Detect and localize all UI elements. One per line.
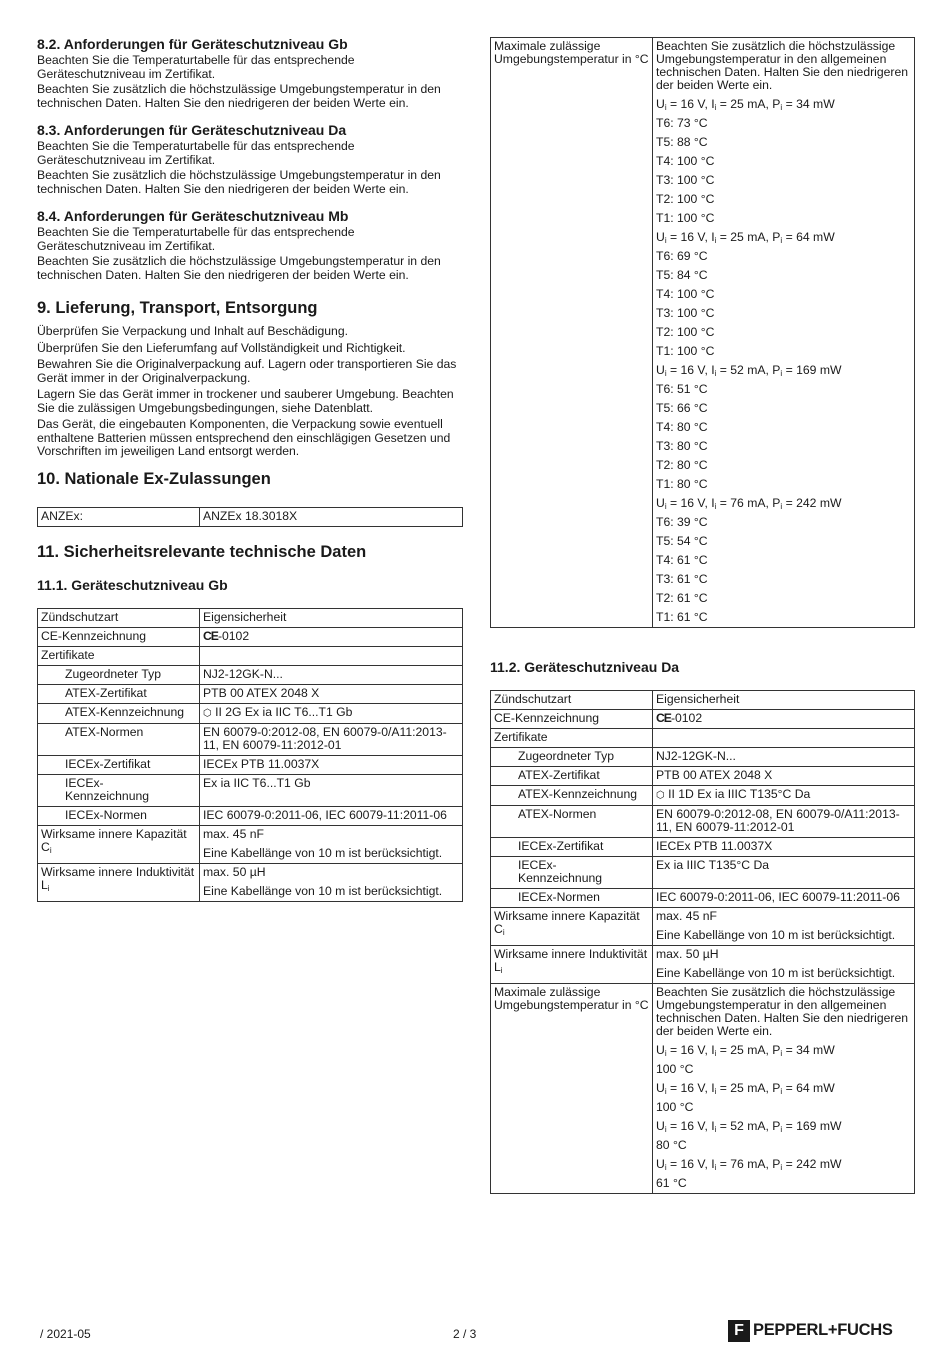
table-key: CE-Kennzeichnung [491, 710, 653, 729]
current-value: 25 mA [730, 1081, 766, 1095]
table-key: ATEX-Normen [491, 806, 653, 838]
table-row [38, 756, 463, 775]
subscript: i [49, 846, 52, 855]
inductance-label: Wirksame innere Induktivität L [494, 947, 648, 974]
ex-symbol-icon: ⬡ [203, 708, 212, 719]
current-value: 25 mA [730, 230, 766, 244]
subscript: i [664, 103, 667, 112]
section-10 [37, 469, 463, 527]
subscript: i [664, 502, 667, 511]
table-value [653, 786, 915, 806]
table-value: PTB 00 ATEX 2048 X [200, 685, 463, 704]
section-11-1 [37, 577, 463, 902]
temperature-class-value: T5: 84 °C [656, 268, 708, 282]
section-9-paragraph: Überprüfen Sie Verpackung und Inhalt auf Beschädigung. [37, 324, 349, 338]
section-8-2-text-1: Beachten Sie die Temperaturtabelle für das entsprechende Geräteschutzniveau im Zertifikat. [37, 53, 355, 81]
table-row [38, 647, 463, 666]
power-value: 169 mW [796, 1119, 842, 1133]
temperature-class-value: T4: 100 °C [656, 287, 715, 301]
temperature-class-value: T2: 100 °C [656, 325, 715, 339]
table-row [38, 724, 463, 756]
table-row [38, 704, 463, 724]
power-value: 64 mW [796, 230, 835, 244]
subscript: i [664, 1163, 667, 1172]
section-8-2-title: 8.2. Anforderungen für Geräteschutzniveau Gb [37, 36, 348, 52]
table-value [653, 946, 915, 984]
table-row [491, 729, 915, 748]
subscript: i [780, 1087, 783, 1096]
section-8-3 [37, 122, 463, 196]
table-row [491, 38, 915, 628]
temperature-class-value: T5: 54 °C [656, 534, 708, 548]
section-8-2-text-2: Beachten Sie zusätzlich die höchstzulässige Umgebungstemperatur in den technischen Daten. Halten Sie den niedrigeren der beiden Werte ein. [37, 82, 441, 110]
logo-icon: F [728, 1320, 750, 1342]
subscript: i [714, 1125, 717, 1134]
temperature-class-value: T6: 51 °C [656, 382, 708, 396]
temperature-class-value: T6: 73 °C [656, 116, 708, 130]
table-key [491, 908, 653, 946]
table-row [38, 826, 463, 864]
table-key: IECEx-Kennzeichnung [491, 857, 653, 889]
table-key [38, 864, 200, 902]
section-8-4-text-2: Beachten Sie zusätzlich die höchstzulässige Umgebungstemperatur in den technischen Daten. Halten Sie den niedrigeren der beiden Werte ein. [37, 254, 441, 282]
inductance-label: Wirksame innere Induktivität L [41, 865, 195, 892]
temperature-class-value: T3: 100 °C [656, 173, 715, 187]
table-value: NJ2-12GK-N... [653, 748, 915, 767]
current-value: 76 mA [730, 496, 766, 510]
approvals-table [37, 507, 463, 527]
temperature-class-value: T1: 100 °C [656, 344, 715, 358]
temperature-class-value: T1: 61 °C [656, 610, 708, 624]
inductance-value: max. 50 µH [656, 947, 719, 961]
table-row [491, 838, 915, 857]
page-number: 2 / 3 [453, 1327, 477, 1341]
temperature-value: 100 °C [656, 1100, 694, 1114]
section-8-4 [37, 208, 463, 282]
subscript: i [714, 236, 717, 245]
table-value [200, 826, 463, 864]
subscript: i [714, 103, 717, 112]
table-key: IECEx-Zertifikat [491, 838, 653, 857]
cable-note: Eine Kabellänge von 10 m ist berücksichtigt. [203, 884, 443, 898]
table-row [38, 685, 463, 704]
capacitance-value: max. 45 nF [656, 909, 717, 923]
table-key: ATEX-Kennzeichnung [38, 704, 200, 724]
power-value: 64 mW [796, 1081, 835, 1095]
parameter-line: $U_i = 16$ V, $I_i = 76$ mA, $P_i = 242$ mW [656, 496, 842, 511]
subscript: i [714, 1087, 717, 1096]
section-9 [37, 298, 463, 459]
table-key: CE-Kennzeichnung [38, 628, 200, 647]
temperature-class-value: T2: 80 °C [656, 458, 708, 472]
power-value: 34 mW [796, 1043, 835, 1057]
temperature-value: 100 °C [656, 1062, 694, 1076]
subscript: i [780, 1125, 783, 1134]
ce-number: -0102 [217, 629, 250, 643]
parameter-line: $U_i = 16$ V, $I_i = 25$ mA, $P_i = 34$ mW [656, 97, 835, 112]
section-9-paragraph: Bewahren Sie die Originalverpackung auf. Lagern oder transportieren Sie das Gerät immer in der Originalverpackung. [37, 357, 457, 385]
section-8-4-title: 8.4. Anforderungen für Geräteschutzniveau Mb [37, 208, 349, 224]
table-key: ATEX-Kennzeichnung [491, 786, 653, 806]
table-value: Eigensicherheit [653, 691, 915, 710]
section-11-2-title: 11.2. Geräteschutzniveau Da [490, 659, 680, 675]
temperature-class-value: T5: 88 °C [656, 135, 708, 149]
table-row [491, 710, 915, 729]
table-row [491, 889, 915, 908]
temperature-class-value: T4: 80 °C [656, 420, 708, 434]
gb-data-table [37, 608, 463, 902]
table-value: IEC 60079-0:2011-06, IEC 60079-11:2011-06 [200, 807, 463, 826]
table-key: Zugeordneter Typ [491, 748, 653, 767]
temperature-note: Beachten Sie zusätzlich die höchstzulässige Umgebungstemperatur in den allgemeinen technischen Daten. Halten Sie den niedrigeren der beiden Werte ein. [656, 39, 909, 92]
temperature-class-value: T1: 80 °C [656, 477, 708, 491]
cable-note: Eine Kabellänge von 10 m ist berücksichtigt. [203, 846, 443, 860]
table-row [491, 857, 915, 889]
table-row [491, 691, 915, 710]
parameter-line: $U_i = 16$ V, $I_i = 76$ mA, $P_i = 242$ mW [656, 1157, 842, 1172]
inductance-value: max. 50 µH [203, 865, 266, 879]
ex-symbol-icon: ⬡ [656, 790, 665, 801]
table-value: IECEx PTB 11.0037X [200, 756, 463, 775]
table-value [200, 647, 463, 666]
voltage-value: 16 V [680, 97, 705, 111]
parameter-line: $U_i = 16$ V, $I_i = 25$ mA, $P_i = 64$ mW [656, 230, 835, 245]
table-key: ATEX-Normen [38, 724, 200, 756]
table-key: Maximale zulässige Umgebungstemperatur in °C [491, 38, 653, 628]
table-row [38, 628, 463, 647]
temperature-class-value: T3: 100 °C [656, 306, 715, 320]
temperature-value: 61 °C [656, 1176, 687, 1190]
subscript: i [714, 1163, 717, 1172]
table-row [491, 767, 915, 786]
table-key: IECEx-Zertifikat [38, 756, 200, 775]
subscript: i [664, 1125, 667, 1134]
table-row [491, 908, 915, 946]
gb-temperature-table [490, 37, 915, 628]
table-key: ATEX-Zertifikat [491, 767, 653, 786]
subscript: i [780, 369, 783, 378]
table-row [38, 609, 463, 628]
table-key: Zugeordneter Typ [38, 666, 200, 685]
table-value: ANZEx 18.3018X [200, 508, 463, 527]
table-key: IECEx-Normen [38, 807, 200, 826]
section-8-4-text-1: Beachten Sie die Temperaturtabelle für das entsprechende Geräteschutzniveau im Zertifikat. [37, 225, 355, 253]
subscript: i [664, 1087, 667, 1096]
subscript: i [47, 884, 50, 893]
section-8-3-text-1: Beachten Sie die Temperaturtabelle für das entsprechende Geräteschutzniveau im Zertifikat. [37, 139, 355, 167]
temperature-class-value: T1: 100 °C [656, 211, 715, 225]
voltage-value: 16 V [680, 1043, 705, 1057]
table-value: IEC 60079-0:2011-06, IEC 60079-11:2011-06 [653, 889, 915, 908]
table-row [491, 984, 915, 1194]
subscript: i [664, 236, 667, 245]
da-data-table [490, 690, 915, 1194]
voltage-value: 16 V [680, 1081, 705, 1095]
table-value [653, 38, 915, 628]
footer-date: / 2021-05 [40, 1327, 91, 1341]
table-value: EN 60079-0:2012-08, EN 60079-0/A11:2013-11, EN 60079-11:2012-01 [200, 724, 463, 756]
temperature-class-value: T2: 61 °C [656, 591, 708, 605]
subscript: i [500, 966, 503, 975]
section-8-2 [37, 36, 463, 110]
power-value: 242 mW [796, 1157, 842, 1171]
table-row [491, 946, 915, 984]
current-value: 25 mA [730, 1043, 766, 1057]
voltage-value: 16 V [680, 496, 705, 510]
table-key: IECEx-Kennzeichnung [38, 775, 200, 807]
table-row [38, 775, 463, 807]
temperature-class-value: T4: 100 °C [656, 154, 715, 168]
capacitance-label: Wirksame innere Kapazität C [41, 827, 187, 854]
subscript: i [714, 1049, 717, 1058]
cable-note: Eine Kabellänge von 10 m ist berücksichtigt. [656, 928, 896, 942]
temperature-class-value: T6: 39 °C [656, 515, 708, 529]
temperature-class-value: T3: 80 °C [656, 439, 708, 453]
parameter-line: $U_i = 16$ V, $I_i = 25$ mA, $P_i = 34$ mW [656, 1043, 835, 1058]
power-value: 169 mW [796, 363, 842, 377]
table-value: Eigensicherheit [200, 609, 463, 628]
cable-note: Eine Kabellänge von 10 m ist berücksichtigt. [656, 966, 896, 980]
parameter-line: $U_i = 16$ V, $I_i = 52$ mA, $P_i = 169$ mW [656, 363, 842, 378]
atex-marking: II 2G Ex ia IIC T6...T1 Gb [215, 705, 353, 719]
table-row [491, 748, 915, 767]
table-key: Zündschutzart [38, 609, 200, 628]
subscript: i [780, 236, 783, 245]
power-value: 34 mW [796, 97, 835, 111]
subscript: i [664, 369, 667, 378]
voltage-value: 16 V [680, 230, 705, 244]
table-value: EN 60079-0:2012-08, EN 60079-0/A11:2013-11, EN 60079-11:2012-01 [653, 806, 915, 838]
capacitance-label: Wirksame innere Kapazität C [494, 909, 640, 936]
table-value [653, 908, 915, 946]
table-key [491, 946, 653, 984]
ce-mark-icon: CE [203, 629, 218, 643]
voltage-value: 16 V [680, 363, 705, 377]
table-row [491, 786, 915, 806]
table-value [200, 864, 463, 902]
temperature-class-value: T5: 66 °C [656, 401, 708, 415]
logo-text: PEPPERL+FUCHS [753, 1321, 893, 1340]
table-row [38, 807, 463, 826]
section-9-paragraph: Das Gerät, die eingebauten Komponenten, die Verpackung sowie eventuell enthaltene Batterien müssen entsprechend den einschlägigen Gesetzen und Vorschriften im jeweiligen Land entsorgt werden. [37, 417, 451, 458]
table-key: Zertifikate [38, 647, 200, 666]
subscript: i [714, 369, 717, 378]
table-value [653, 710, 915, 729]
table-key: Zertifikate [491, 729, 653, 748]
current-value: 25 mA [730, 97, 766, 111]
table-value: Ex ia IIIC T135°C Da [653, 857, 915, 889]
capacitance-value: max. 45 nF [203, 827, 264, 841]
atex-marking: II 1D Ex ia IIIC T135°C Da [668, 787, 811, 801]
parameter-line: $U_i = 16$ V, $I_i = 25$ mA, $P_i = 64$ mW [656, 1081, 835, 1096]
table-row [38, 666, 463, 685]
voltage-value: 16 V [680, 1157, 705, 1171]
section-9-paragraph: Lagern Sie das Gerät immer in trockener und sauberer Umgebung. Beachten Sie die zulässigen Umgebungsbedingungen, siehe Datenblatt. [37, 387, 454, 415]
table-value [653, 729, 915, 748]
table-value: PTB 00 ATEX 2048 X [653, 767, 915, 786]
subscript: i [780, 1049, 783, 1058]
table-row [38, 508, 463, 527]
table-row [491, 806, 915, 838]
temperature-class-value: T2: 100 °C [656, 192, 715, 206]
subscript: i [780, 502, 783, 511]
power-value: 242 mW [796, 496, 842, 510]
table-key: Maximale zulässige Umgebungstemperatur in °C [491, 984, 653, 1194]
section-11-1-title: 11.1. Geräteschutzniveau Gb [37, 577, 228, 593]
table-value [200, 704, 463, 724]
temperature-class-value: T3: 61 °C [656, 572, 708, 586]
table-value: Ex ia IIC T6...T1 Gb [200, 775, 463, 807]
section-11-title: 11. Sicherheitsrelevante technische Daten [37, 543, 367, 561]
parameter-line: $U_i = 16$ V, $I_i = 52$ mA, $P_i = 169$ mW [656, 1119, 842, 1134]
current-value: 52 mA [730, 363, 766, 377]
table-key: IECEx-Normen [491, 889, 653, 908]
section-9-title: 9. Lieferung, Transport, Entsorgung [37, 299, 318, 317]
section-8-3-title: 8.3. Anforderungen für Geräteschutzniveau Da [37, 122, 347, 138]
table-key: ANZEx: [38, 508, 200, 527]
temperature-value: 80 °C [656, 1138, 687, 1152]
temperature-class-value: T4: 61 °C [656, 553, 708, 567]
table-key: ATEX-Zertifikat [38, 685, 200, 704]
table-value: IECEx PTB 11.0037X [653, 838, 915, 857]
subscript: i [502, 928, 505, 937]
subscript: i [714, 502, 717, 511]
table-value [653, 984, 915, 1194]
table-value: NJ2-12GK-N... [200, 666, 463, 685]
section-9-paragraph: Überprüfen Sie den Lieferumfang auf Vollständigkeit und Richtigkeit. [37, 340, 406, 355]
current-value: 76 mA [730, 1157, 766, 1171]
subscript: i [780, 1163, 783, 1172]
table-key: Zündschutzart [491, 691, 653, 710]
table-row [38, 864, 463, 902]
table-value [200, 628, 463, 647]
subscript: i [780, 103, 783, 112]
subscript: i [664, 1049, 667, 1058]
voltage-value: 16 V [680, 1119, 705, 1133]
ce-mark-icon: CE [656, 711, 671, 725]
table-key [38, 826, 200, 864]
section-11-2 [490, 659, 915, 1194]
company-logo [728, 1320, 893, 1342]
section-10-title: 10. Nationale Ex-Zulassungen [37, 470, 271, 488]
temperature-note: Beachten Sie zusätzlich die höchstzulässige Umgebungstemperatur in den allgemeinen technischen Daten. Halten Sie den niedrigeren der beiden Werte ein. [656, 985, 909, 1038]
temperature-class-value: T6: 69 °C [656, 249, 708, 263]
section-8-3-text-2: Beachten Sie zusätzlich die höchstzulässige Umgebungstemperatur in den technischen Daten. Halten Sie den niedrigeren der beiden Werte ein. [37, 168, 441, 196]
ce-number: -0102 [670, 711, 703, 725]
current-value: 52 mA [730, 1119, 766, 1133]
section-11 [37, 542, 463, 562]
